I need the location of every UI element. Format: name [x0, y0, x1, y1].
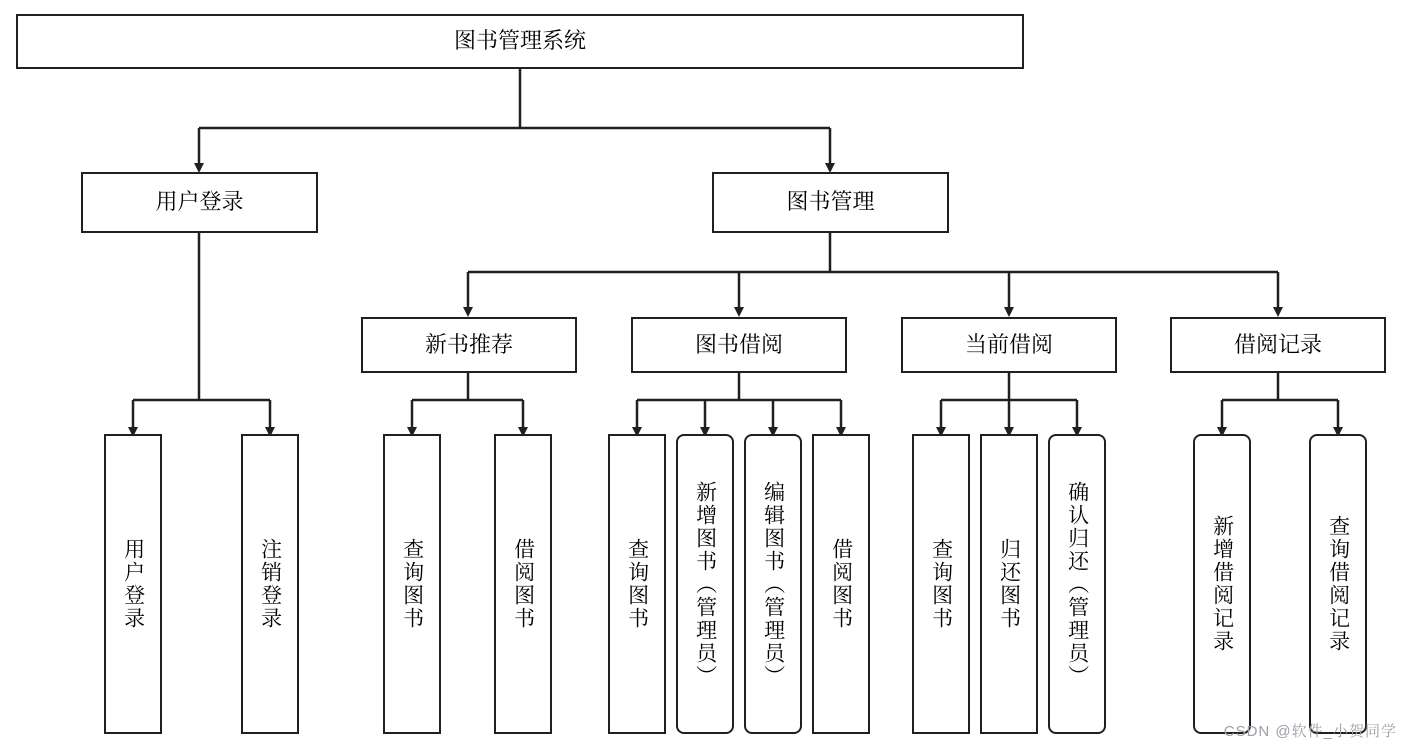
leaf-borrow-query-book[interactable] [608, 434, 666, 734]
leaf-label: 借阅图书 [829, 538, 853, 630]
node-new-book-recommend-label: 新书推荐 [424, 331, 513, 357]
leaf-label: 注销登录 [258, 538, 282, 630]
node-new-book-recommend[interactable] [361, 317, 577, 373]
leaf-label: 用户登录 [121, 538, 145, 630]
leaf-label: 借阅图书 [511, 538, 535, 630]
node-borrow-records[interactable] [1170, 317, 1386, 373]
leaf-borrow-add-book-admin[interactable] [676, 434, 734, 734]
node-user-login-label: 用户登录 [155, 189, 244, 215]
node-book-management[interactable] [712, 172, 949, 233]
node-root-label: 图书管理系统 [453, 28, 586, 54]
node-current-borrow-label: 当前借阅 [964, 331, 1053, 357]
leaf-records-query-record[interactable] [1309, 434, 1367, 734]
leaf-label: 新增图书（管理员） [693, 480, 717, 688]
node-book-borrow[interactable] [631, 317, 847, 373]
node-user-login[interactable] [81, 172, 318, 233]
leaf-borrow-edit-book-admin[interactable] [744, 434, 802, 734]
leaf-label: 查询图书 [625, 538, 649, 630]
leaf-records-add-record[interactable] [1193, 434, 1251, 734]
leaf-label: 确认归还（管理员） [1065, 480, 1089, 688]
node-book-management-label: 图书管理 [786, 189, 875, 215]
leaf-label: 编辑图书（管理员） [761, 480, 785, 688]
node-borrow-records-label: 借阅记录 [1233, 331, 1322, 357]
leaf-label: 归还图书 [997, 538, 1021, 630]
leaf-user-login-logout[interactable] [241, 434, 299, 734]
node-current-borrow[interactable] [901, 317, 1117, 373]
leaf-new-book-query[interactable] [383, 434, 441, 734]
leaf-current-return-book[interactable] [980, 434, 1038, 734]
leaf-label: 查询借阅记录 [1326, 515, 1350, 653]
node-root[interactable] [16, 14, 1024, 69]
leaf-new-book-borrow[interactable] [494, 434, 552, 734]
leaf-current-confirm-return-admin[interactable] [1048, 434, 1106, 734]
watermark: CSDN @软件_小贺同学 [1223, 723, 1397, 740]
node-book-borrow-label: 图书借阅 [694, 331, 783, 357]
leaf-label: 查询图书 [400, 538, 424, 630]
leaf-user-login-login[interactable] [104, 434, 162, 734]
leaf-label: 查询图书 [929, 538, 953, 630]
leaf-borrow-borrow-book[interactable] [812, 434, 870, 734]
leaf-label: 新增借阅记录 [1210, 515, 1234, 653]
leaf-current-query-book[interactable] [912, 434, 970, 734]
